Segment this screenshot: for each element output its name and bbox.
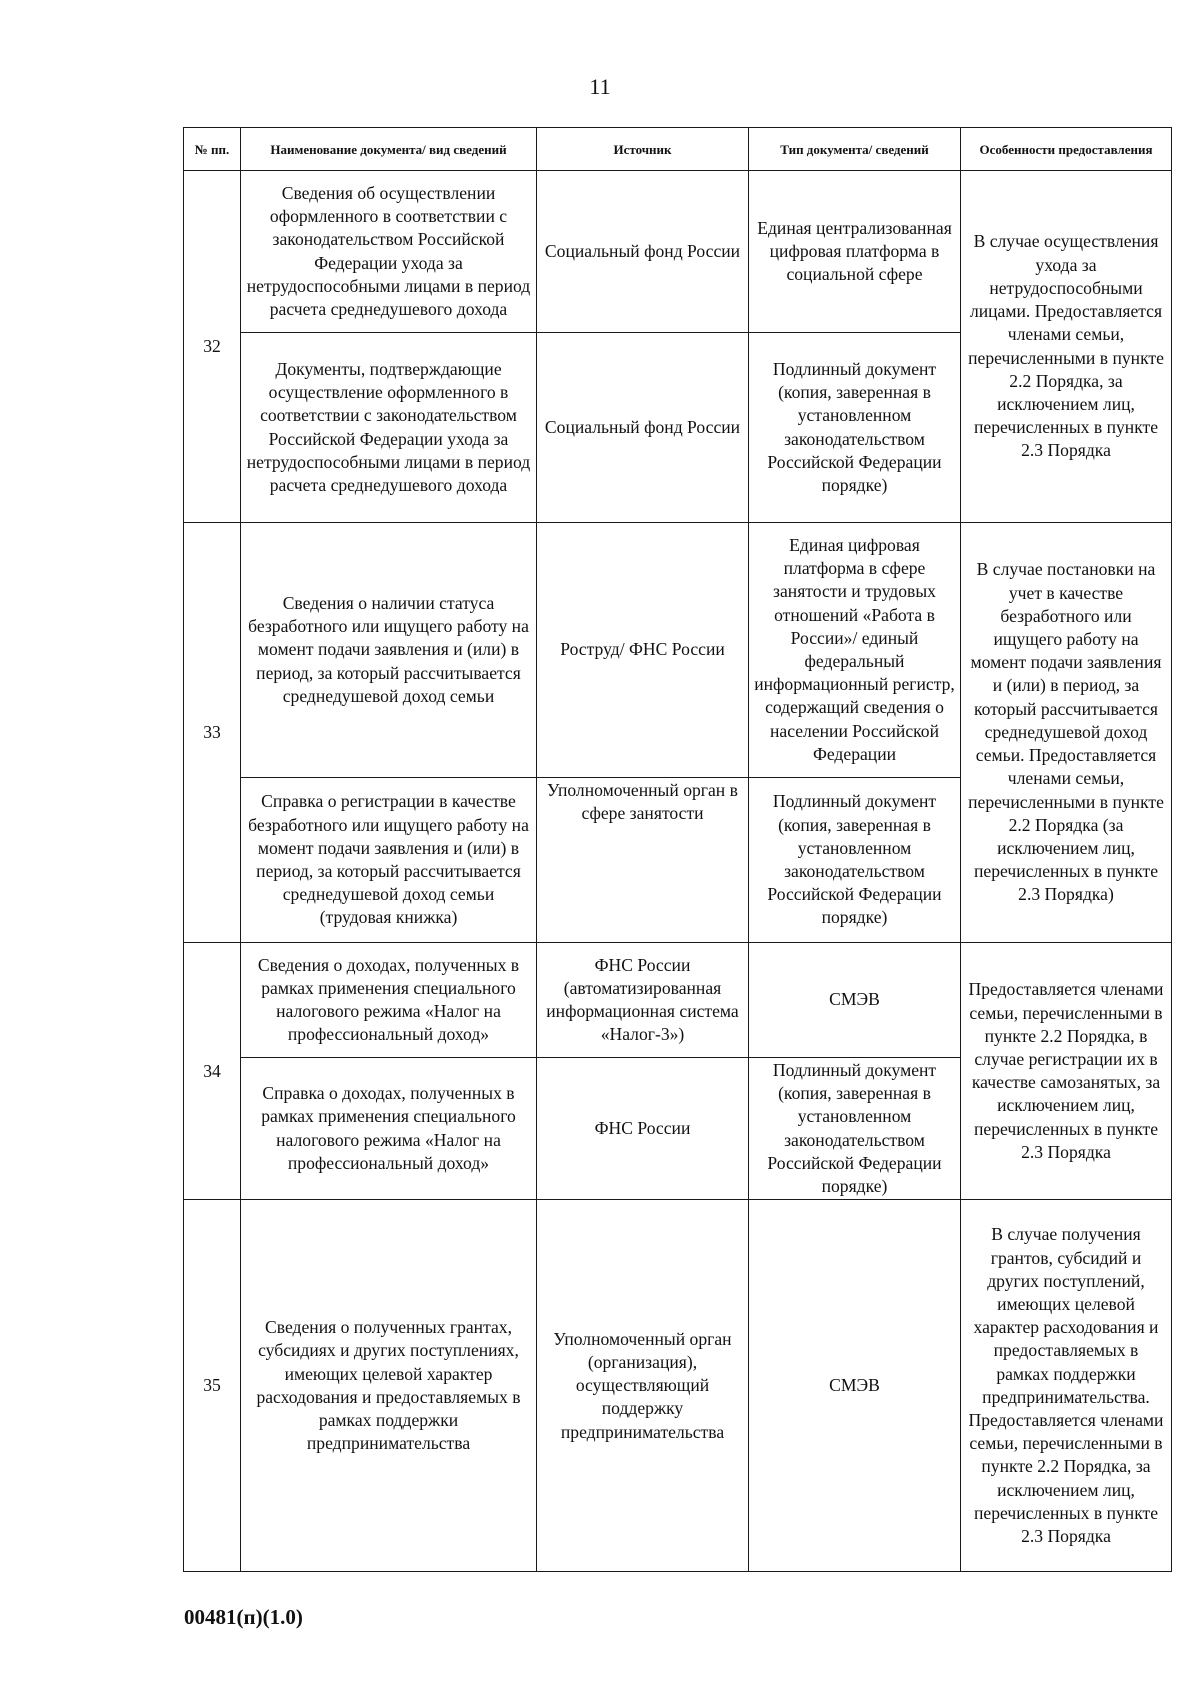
source-cell: Роструд/ ФНС России xyxy=(537,523,749,778)
source-cell: Социальный фонд России xyxy=(537,333,749,523)
document-name-cell: Сведения о доходах, полученных в рамках применения специального налогового режима «Налог на профессиональный доход» xyxy=(241,943,537,1058)
table-row-35 xyxy=(184,1200,1172,1572)
header-provision-notes: Особенности предоставления xyxy=(961,128,1172,171)
document-type-cell: Подлинный документ (копия, заверенная в установленном законодательством Российской Федерации порядке) xyxy=(749,778,961,943)
row-number: 32 xyxy=(184,171,241,523)
document-name-cell: Сведения об осуществлении оформленного в соответствии с законодательством Российской Федерации ухода за нетрудоспособными лицами в период расчета среднедушевого дохода xyxy=(241,171,537,333)
page-number: 11 xyxy=(589,74,611,99)
header-document-type: Тип документа/ сведений xyxy=(749,128,961,171)
provision-notes-cell: В случае осуществления ухода за нетрудоспособными лицами. Предоставляется членами семьи, перечисленными в пункте 2.2 Порядка, за исключением лиц, перечисленных в пункте 2.3 Порядка xyxy=(961,171,1172,523)
document-name-cell: Справка о регистрации в качестве безработного или ищущего работу на момент подачи заявления и (или) в период, за который рассчитывается среднедушевой доход семьи (трудовая книжка) xyxy=(241,778,537,943)
source-cell: ФНС России xyxy=(537,1058,749,1200)
document-name-cell: Сведения о наличии статуса безработного или ищущего работу на момент подачи заявления и (или) в период, за который рассчитывается среднедушевой доход семьи xyxy=(241,523,537,778)
row-number: 33 xyxy=(184,523,241,943)
document-type-cell: Подлинный документ (копия, заверенная в установленном законодательством Российской Федерации порядке) xyxy=(749,1058,961,1200)
table-row-32a xyxy=(184,171,1172,333)
header-source: Источник xyxy=(537,128,749,171)
provision-notes-cell: В случае постановки на учет в качестве безработного или ищущего работу на момент подачи заявления и (или) в период, за который рассчитывается среднедушевой доход семьи. Предоставляется членами семьи, перечисленными в пункте 2.2 Порядка (за исключением лиц, перечисленных в пункте 2.3 Порядка) xyxy=(961,523,1172,943)
document-type-cell: Единая цифровая платформа в сфере занятости и трудовых отношений «Работа в России»/ единый федеральный информационный регистр, содержащий сведения о населении Российской Федерации xyxy=(749,523,961,778)
document-table-container xyxy=(183,127,1171,1572)
document-name-cell: Документы, подтверждающие осуществление оформленного в соответствии с законодательством Российской Федерации ухода за нетрудоспособными лицами в период расчета среднедушевого дохода xyxy=(241,333,537,523)
source-cell: Уполномоченный орган в сфере занятости xyxy=(537,778,749,943)
table-row-33a xyxy=(184,523,1172,778)
document-type-cell: СМЭВ xyxy=(749,943,961,1058)
row-number: 35 xyxy=(184,1200,241,1572)
row-number: 34 xyxy=(184,943,241,1200)
provision-notes-cell: В случае получения грантов, субсидий и других поступлений, имеющих целевой характер расходования и предоставляемых в рамках поддержки предпринимательства. Предоставляется членами семьи, перечисленными в пункте 2.2 Порядка, за исключением лиц, перечисленных в пункте 2.3 Порядка xyxy=(961,1200,1172,1572)
source-cell: Социальный фонд России xyxy=(537,171,749,333)
header-document-name: Наименование документа/ вид сведений xyxy=(241,128,537,171)
document-name-cell: Справка о доходах, полученных в рамках применения специального налогового режима «Налог на профессиональный доход» xyxy=(241,1058,537,1200)
table-row-34a xyxy=(184,943,1172,1058)
document-name-cell: Сведения о полученных грантах, субсидиях и других поступлениях, имеющих целевой характер расходования и предоставляемых в рамках поддержки предпринимательства xyxy=(241,1200,537,1572)
document-type-cell: Подлинный документ (копия, заверенная в установленном законодательством Российской Федерации порядке) xyxy=(749,333,961,523)
document-type-cell: СМЭВ xyxy=(749,1200,961,1572)
document-code: 00481(п)(1.0) xyxy=(184,1605,303,1629)
source-cell: ФНС России (автоматизированная информационная система «Налог-3») xyxy=(537,943,749,1058)
documents-table xyxy=(183,127,1172,1572)
source-cell: Уполномоченный орган (организация), осуществляющий поддержку предпринимательства xyxy=(537,1200,749,1572)
document-type-cell: Единая централизованная цифровая платформа в социальной сфере xyxy=(749,171,961,333)
provision-notes-cell: Предоставляется членами семьи, перечисленными в пункте 2.2 Порядка, в случае регистрации их в качестве самозанятых, за исключением лиц, перечисленных в пункте 2.3 Порядка xyxy=(961,943,1172,1200)
table-header-row xyxy=(184,128,1172,171)
header-number: № пп. xyxy=(184,128,241,171)
